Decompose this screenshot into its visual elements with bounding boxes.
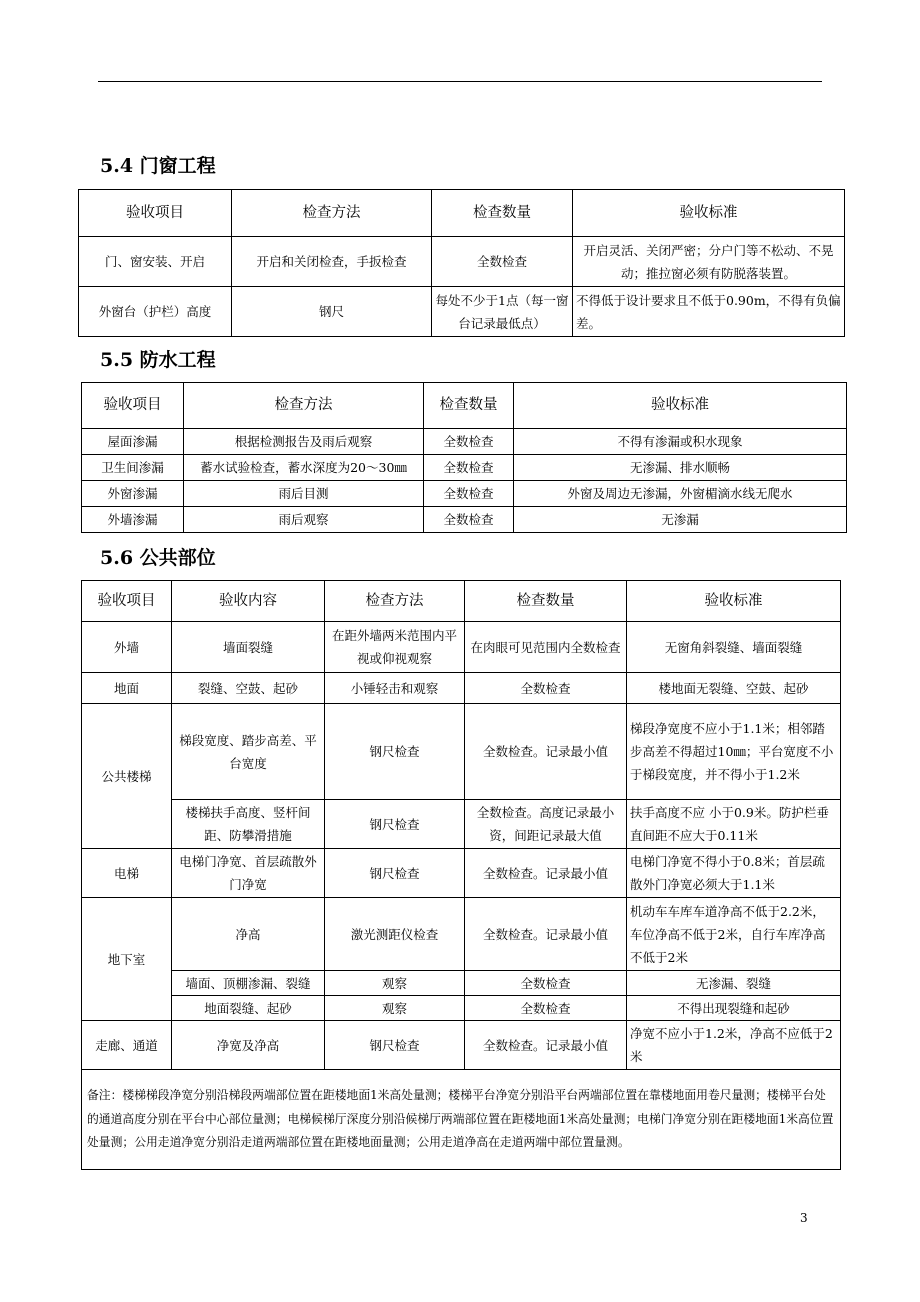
table-cell: 开启和关闭检查，手扳检查 [232, 237, 432, 287]
table-row [82, 898, 841, 971]
table-row [82, 800, 841, 849]
table-cell: 净宽不应小于1.2米，净高不应低于2米 [627, 1021, 841, 1070]
table-cell: 钢尺检查 [325, 800, 465, 849]
table-cell: 全数检查 [424, 429, 514, 455]
table-cell: 激光测距仪检查 [325, 898, 465, 971]
table-cell: 全数检查 [424, 507, 514, 533]
table-row [82, 673, 841, 704]
table-cell: 楼梯扶手高度、竖杆间距、防攀滑措施 [172, 800, 325, 849]
item-cell: 地面 [82, 673, 172, 704]
header-cell: 验收项目 [79, 190, 232, 237]
table-cell: 全数检查 [424, 455, 514, 481]
table-cell: 楼地面无裂缝、空鼓、起砂 [627, 673, 841, 704]
header-cell: 检查方法 [184, 383, 424, 429]
table-cell: 全数检查 [432, 237, 573, 287]
table-cell: 全数检查。记录最小值 [465, 1021, 627, 1070]
table-cell: 钢尺检查 [325, 849, 465, 898]
table-cell: 不得出现裂缝和起砂 [627, 996, 841, 1021]
table-cell: 在距外墙两米范围内平视或仰视观察 [325, 622, 465, 673]
header-cell: 检查数量 [465, 581, 627, 622]
table-cell: 无渗漏、排水顺畅 [514, 455, 847, 481]
doors-windows-table [78, 189, 845, 337]
table-cell: 地面裂缝、起砂 [172, 996, 325, 1021]
item-cell: 走廊、通道 [82, 1021, 172, 1070]
section-heading-5-5: 5.5 防水工程 [100, 349, 216, 371]
item-cell: 电梯 [82, 849, 172, 898]
table-header-row [82, 581, 841, 622]
table-header-row [79, 190, 845, 237]
header-cell: 检查数量 [424, 383, 514, 429]
table-cell: 屋面渗漏 [82, 429, 184, 455]
table-cell: 在肉眼可见范围内全数检查 [465, 622, 627, 673]
header-cell: 验收项目 [82, 383, 184, 429]
table-cell: 每处不少于1点（每一窗台记录最低点） [432, 287, 573, 337]
table-cell: 全数检查 [465, 673, 627, 704]
header-cell: 验收标准 [514, 383, 847, 429]
table-cell: 净高 [172, 898, 325, 971]
header-cell: 验收内容 [172, 581, 325, 622]
header-cell: 验收项目 [82, 581, 172, 622]
item-cell: 公共楼梯 [82, 704, 172, 849]
waterproof-table [81, 382, 847, 533]
table-row [82, 481, 847, 507]
table-cell: 钢尺检查 [325, 1021, 465, 1070]
table-cell: 观察 [325, 971, 465, 996]
table-cell: 全数检查。记录最小值 [465, 849, 627, 898]
table-cell: 无渗漏、裂缝 [627, 971, 841, 996]
table-cell: 观察 [325, 996, 465, 1021]
table-cell: 蓄水试验检查，蓄水深度为20～30㎜ [184, 455, 424, 481]
note-row [82, 1070, 841, 1170]
table-cell: 梯段净宽度不应小于1.1米；相邻踏步高差不得超过10㎜；平台宽度不小于梯段宽度，并不得小于1.2米 [627, 704, 841, 800]
table-cell: 无渗漏 [514, 507, 847, 533]
table-row [82, 971, 841, 996]
note-text: 备注：楼梯梯段净宽分别沿梯段两端部位置在距楼地面1米高处量测；楼梯平台净宽分别沿平台两端部位置在靠楼地面用卷尺量测；楼梯平台处的通道高度分别在平台中心部位量测；电梯候梯厅深度分别沿候梯厅两端部位置在距楼地面1米高处量测；电梯门净宽分别在距楼地面1米高位置处量测；公用走道净宽分别沿走道两端部位置在距楼地面量测；公用走道净高在走道两端中部位置量测。 [82, 1070, 841, 1170]
public-areas-table [81, 580, 841, 1170]
section-heading-5-6: 5.6 公共部位 [100, 547, 216, 569]
table-cell: 全数检查。记录最小值 [465, 704, 627, 800]
table-cell: 净宽及净高 [172, 1021, 325, 1070]
table-cell: 根据检测报告及雨后观察 [184, 429, 424, 455]
table-cell: 电梯门净宽不得小于0.8米；首层疏散外门净宽必须大于1.1米 [627, 849, 841, 898]
item-cell: 地下室 [82, 898, 172, 1021]
table-header-row [82, 383, 847, 429]
page-number: 3 [800, 1211, 808, 1225]
item-cell: 外墙 [82, 622, 172, 673]
table-row [82, 1021, 841, 1070]
table-cell: 无窗角斜裂缝、墙面裂缝 [627, 622, 841, 673]
header-cell: 检查数量 [432, 190, 573, 237]
table-cell: 全数检查 [465, 996, 627, 1021]
table-cell: 卫生间渗漏 [82, 455, 184, 481]
table-cell: 不得有渗漏或积水现象 [514, 429, 847, 455]
table-cell: 钢尺检查 [325, 704, 465, 800]
table-cell: 外窗台（护栏）高度 [79, 287, 232, 337]
table-cell: 开启灵活、关闭严密；分户门等不松动、不晃动；推拉窗必须有防脱落装置。 [573, 237, 845, 287]
table-cell: 不得低于设计要求且不低于0.90m，不得有负偏差。 [573, 287, 845, 337]
table-row [82, 507, 847, 533]
table-row [82, 455, 847, 481]
table-cell: 墙面裂缝 [172, 622, 325, 673]
header-cell: 检查方法 [232, 190, 432, 237]
header-cell: 检查方法 [325, 581, 465, 622]
table-cell: 小锤轻击和观察 [325, 673, 465, 704]
table-cell: 电梯门净宽、首层疏散外门净宽 [172, 849, 325, 898]
header-cell: 验收标准 [627, 581, 841, 622]
table-cell: 外窗渗漏 [82, 481, 184, 507]
table-row [82, 704, 841, 800]
table-cell: 墙面、顶棚渗漏、裂缝 [172, 971, 325, 996]
table-cell: 全数检查 [424, 481, 514, 507]
table-row [82, 429, 847, 455]
table-row [82, 849, 841, 898]
table-row [82, 622, 841, 673]
table-cell: 裂缝、空鼓、起砂 [172, 673, 325, 704]
table-cell: 外墙渗漏 [82, 507, 184, 533]
table-cell: 雨后目测 [184, 481, 424, 507]
header-cell: 验收标准 [573, 190, 845, 237]
table-cell: 外窗及周边无渗漏，外窗楣滴水线无爬水 [514, 481, 847, 507]
table-cell: 扶手高度不应 小于0.9米。防护栏垂直间距不应大于0.11米 [627, 800, 841, 849]
table-cell: 梯段宽度、踏步高差、平台宽度 [172, 704, 325, 800]
table-cell: 钢尺 [232, 287, 432, 337]
table-cell: 门、窗安装、开启 [79, 237, 232, 287]
header-rule [98, 81, 822, 82]
table-cell: 全数检查。高度记录最小资，间距记录最大值 [465, 800, 627, 849]
table-row [79, 287, 845, 337]
table-cell: 雨后观察 [184, 507, 424, 533]
table-cell: 全数检查。记录最小值 [465, 898, 627, 971]
table-row [79, 237, 845, 287]
table-cell: 机动车车库车道净高不低于2.2米，车位净高不低于2米，自行车库净高不低于2米 [627, 898, 841, 971]
section-heading-5-4: 5.4 门窗工程 [100, 155, 216, 177]
table-cell: 全数检查 [465, 971, 627, 996]
table-row [82, 996, 841, 1021]
